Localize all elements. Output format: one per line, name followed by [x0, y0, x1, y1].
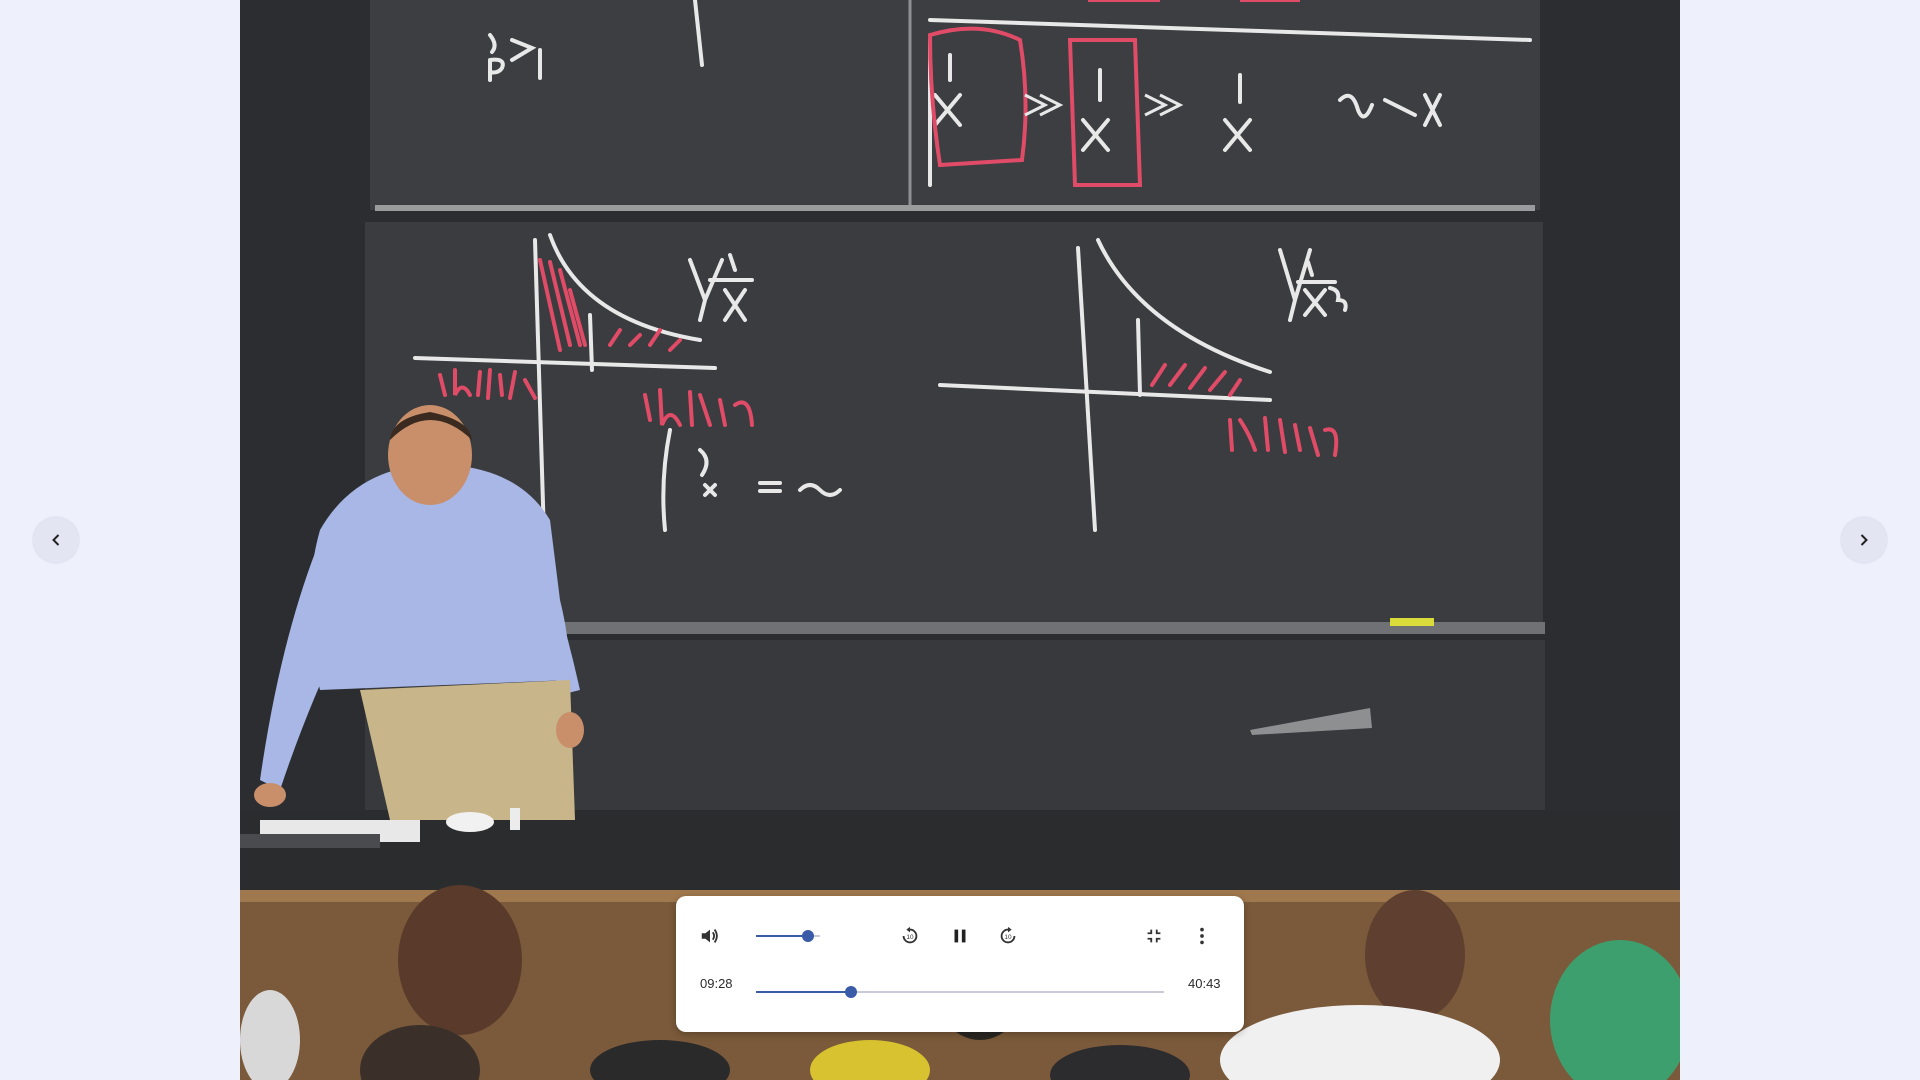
forward-10-button[interactable] [990, 918, 1026, 954]
current-time: 09:28 [700, 976, 733, 991]
player-controls [676, 896, 1244, 1032]
seek-bar-progress [756, 991, 851, 993]
previous-button[interactable] [32, 516, 80, 564]
rewind-10-button[interactable] [892, 918, 928, 954]
volume-icon [699, 925, 721, 947]
volume-slider-fill [756, 935, 808, 937]
volume-slider-thumb[interactable] [802, 930, 814, 942]
exit-fullscreen-button[interactable] [1136, 918, 1172, 954]
svg-text:10: 10 [906, 934, 914, 942]
forward-10-icon [997, 925, 1019, 947]
pause-button[interactable] [942, 918, 978, 954]
chevron-left-icon [46, 530, 66, 550]
seek-bar-thumb[interactable] [845, 986, 857, 998]
duration: 40:43 [1188, 976, 1221, 991]
pause-icon [949, 925, 971, 947]
exit-fullscreen-icon [1143, 925, 1165, 947]
seek-bar[interactable] [756, 991, 1164, 993]
replay-10-icon [899, 925, 921, 947]
volume-button[interactable] [692, 918, 728, 954]
more-vert-icon [1191, 925, 1213, 947]
more-options-button[interactable] [1184, 918, 1220, 954]
next-button[interactable] [1840, 516, 1888, 564]
chevron-right-icon [1854, 530, 1874, 550]
volume-slider[interactable] [756, 935, 820, 937]
svg-text:10: 10 [1004, 934, 1012, 942]
